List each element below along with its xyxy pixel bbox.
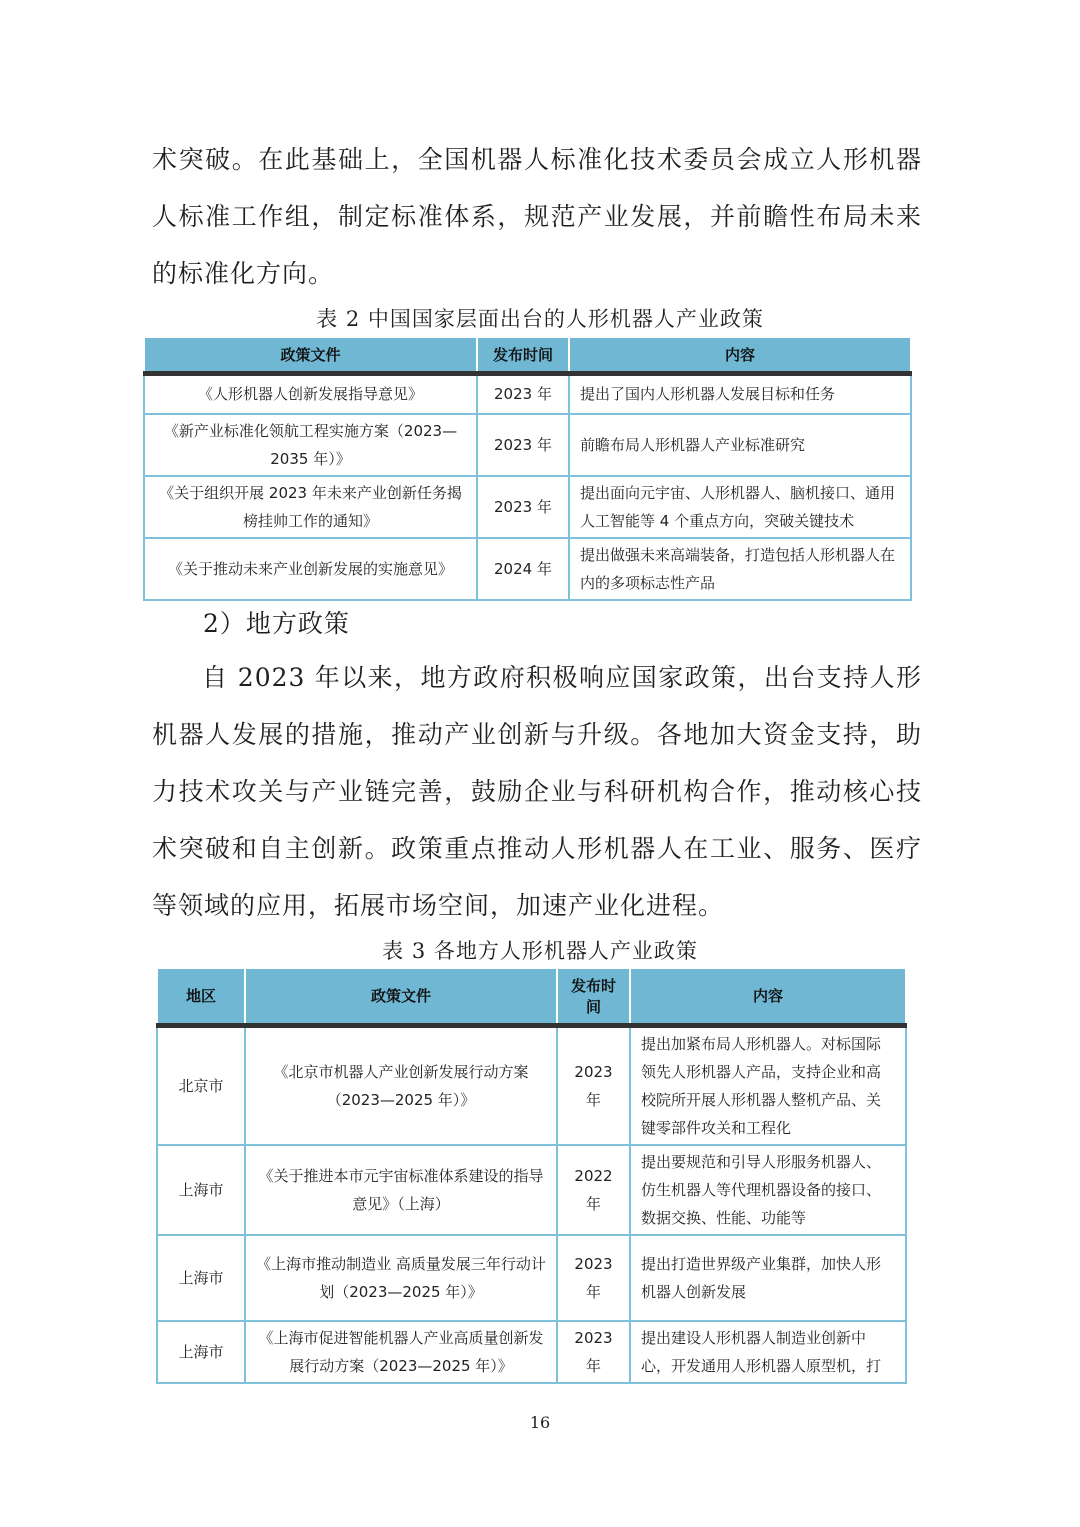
table-row [157, 1235, 906, 1321]
table-row [157, 1145, 906, 1235]
table2-cell: 《人形机器人创新发展指导意见》 [144, 373, 477, 414]
table2-cell: 提出了国内人形机器人发展目标和任务 [569, 373, 911, 414]
table2-header-document: 政策文件 [144, 337, 477, 373]
page-number: 16 [529, 1413, 551, 1432]
table2-national-policies [143, 336, 912, 601]
table2-cell: 《新产业标准化领航工程实施方案（2023—2035 年）》 [144, 414, 477, 476]
table2-cell: 《关于组织开展 2023 年未来产业创新任务揭榜挂帅工作的通知》 [144, 476, 477, 538]
table3-caption: 表 3 各地方人形机器人产业政策 [382, 939, 698, 963]
table3-cell: 提出要规范和引导人形服务机器人、仿生机器人等代理机器设备的接口、数据交换、性能、功能等 [630, 1145, 906, 1235]
table3-cell: 上海市 [157, 1235, 245, 1321]
table3-header-date: 发布时间 [557, 968, 630, 1025]
table3-local-policies [156, 967, 907, 1384]
table2-header-date: 发布时间 [477, 337, 569, 373]
table3-cell: 2023年 [557, 1321, 630, 1383]
paragraph-continuation: 术突破。在此基础上，全国机器人标准化技术委员会成立人形机器人标准工作组，制定标准体系，规范产业发展，并前瞻性布局未来的标准化方向。 [152, 145, 922, 288]
table2-cell: 《关于推动未来产业创新发展的实施意见》 [144, 538, 477, 600]
table2-cell: 前瞻布局人形机器人产业标准研究 [569, 414, 911, 476]
table3-cell: 上海市 [157, 1321, 245, 1383]
table3-cell: 提出加紧布局人形机器人。对标国际领先人形机器人产品，支持企业和高校院所开展人形机器人整机产品、关键零部件攻关和工程化 [630, 1025, 906, 1145]
section-heading: 2）地方政策 [203, 609, 350, 638]
table3-cell: 《上海市推动制造业 高质量发展三年行动计划（2023—2025 年）》 [245, 1235, 557, 1321]
table3-header-region: 地区 [157, 968, 245, 1025]
table2-cell: 2023 年 [477, 373, 569, 414]
table3-header-content: 内容 [630, 968, 906, 1025]
table-row [157, 1025, 906, 1145]
table-row [144, 538, 911, 600]
table-row [144, 373, 911, 414]
table3-cell: 《关于推进本市元宇宙标准体系建设的指导意见》（上海） [245, 1145, 557, 1235]
paragraph-local-policy: 自 2023 年以来，地方政府积极响应国家政策，出台支持人形机器人发展的措施，推动产业创新与升级。各地加大资金支持，助力技术攻关与产业链完善，鼓励企业与科研机构合作，推动核心技术突破和自主创新。政策重点推动人形机器人在工业、服务、医疗等领域的应用，拓展市场空间，加速产业化进程。 [152, 663, 922, 920]
table2-cell: 提出面向元宇宙、人形机器人、脑机接口、通用人工智能等 4 个重点方向，突破关键技术 [569, 476, 911, 538]
table3-cell: 北京市 [157, 1025, 245, 1145]
table3-cell: 《上海市促进智能机器人产业高质量创新发展行动方案（2023—2025 年）》 [245, 1321, 557, 1383]
table-row [144, 476, 911, 538]
table3-cell: 《北京市机器人产业创新发展行动方案（2023—2025 年）》 [245, 1025, 557, 1145]
table3-cell: 2023年 [557, 1235, 630, 1321]
table2-cell: 提出做强未来高端装备，打造包括人形机器人在内的多项标志性产品 [569, 538, 911, 600]
table-row [144, 414, 911, 476]
table-row [157, 1321, 906, 1383]
table2-header-content: 内容 [569, 337, 911, 373]
table3-header-document: 政策文件 [245, 968, 557, 1025]
table2-cell: 2023 年 [477, 476, 569, 538]
table3-cell: 2023年 [557, 1025, 630, 1145]
table2-cell: 2024 年 [477, 538, 569, 600]
table3-cell: 2022年 [557, 1145, 630, 1235]
table3-cell: 提出建设人形机器人制造业创新中心，开发通用人形机器人原型机，打 [630, 1321, 906, 1383]
table3-cell: 提出打造世界级产业集群，加快人形机器人创新发展 [630, 1235, 906, 1321]
table3-cell: 上海市 [157, 1145, 245, 1235]
table2-caption: 表 2 中国国家层面出台的人形机器人产业政策 [316, 307, 764, 331]
table2-cell: 2023 年 [477, 414, 569, 476]
